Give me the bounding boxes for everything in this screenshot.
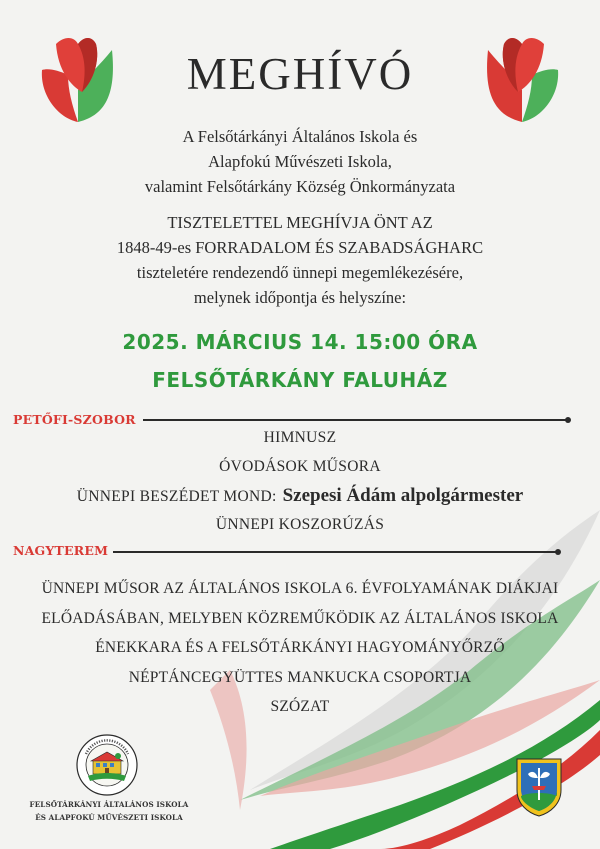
- section-divider: [113, 551, 558, 553]
- event-datetime: 2025. MÁRCIUS 14. 15:00 ÓRA: [122, 330, 478, 354]
- hall-line: NÉPTÁNCEGYÜTTES MANKUCKA CSOPORTJA: [128, 668, 472, 686]
- hall-line: SZÓZAT: [270, 698, 330, 715]
- speech-prefix: ÜNNEPI BESZÉDET MOND:: [76, 488, 277, 505]
- school-name-line: FELSŐTÁRKÁNYI ÁLTALÁNOS ISKOLA: [29, 800, 189, 809]
- intro-line: TISZTELETTEL MEGHÍVJA ÖNT AZ: [167, 213, 433, 232]
- page-title: MEGHÍVÓ: [186, 49, 414, 99]
- intro-block: [0, 210, 600, 310]
- hall-program: [0, 574, 600, 722]
- program-item: ÓVODÁSOK MŰSORA: [219, 458, 381, 475]
- section-label-hall: NAGYTEREM: [13, 543, 109, 558]
- hall-line: ELŐADÁSÁBAN, MELYBEN KÖZREMŰKÖDIK AZ ÁLTALÁNOS ISKOLA: [41, 609, 559, 627]
- intro-line: melynek időpontja és helyszíne:: [193, 288, 407, 307]
- program-item: ÜNNEPI KOSZORÚZÁS: [215, 516, 385, 533]
- inviter-line: A Felsőtárkányi Általános Iskola és: [182, 127, 418, 146]
- school-logo: [76, 734, 138, 796]
- program-item: HIMNUSZ: [263, 429, 337, 446]
- hall-line: ÜNNEPI MŰSOR AZ ÁLTALÁNOS ISKOLA 6. ÉVFOLYAMÁNAK DIÁKJAI: [41, 580, 559, 597]
- inviters-block: [0, 124, 600, 199]
- section-divider: [143, 419, 568, 421]
- municipal-crest: [514, 756, 564, 818]
- inviter-line: valamint Felsőtárkány Község Önkormányzata: [144, 177, 456, 196]
- event-venue: FELSŐTÁRKÁNY FALUHÁZ: [152, 368, 448, 392]
- intro-line: 1848-49-es FORRADALOM ÉS SZABADSÁGHARC: [116, 238, 484, 257]
- hall-line: ÉNEKKARA ÉS A FELSŐTÁRKÁNYI HAGYOMÁNYŐRZŐ: [95, 639, 505, 656]
- speaker-name: Szepesi Ádám alpolgármester: [282, 485, 524, 506]
- section-label-statue: PETŐFI-SZOBOR: [13, 412, 136, 427]
- inviter-line: Alapfokú Művészeti Iskola,: [208, 152, 392, 171]
- intro-line: tiszteletére rendezendő ünnepi megemlékezésére,: [136, 263, 464, 282]
- school-name: [14, 798, 204, 824]
- school-name-line: ÉS ALAPFOKÚ MŰVÉSZETI ISKOLA: [35, 813, 183, 822]
- program-speech: [0, 485, 600, 507]
